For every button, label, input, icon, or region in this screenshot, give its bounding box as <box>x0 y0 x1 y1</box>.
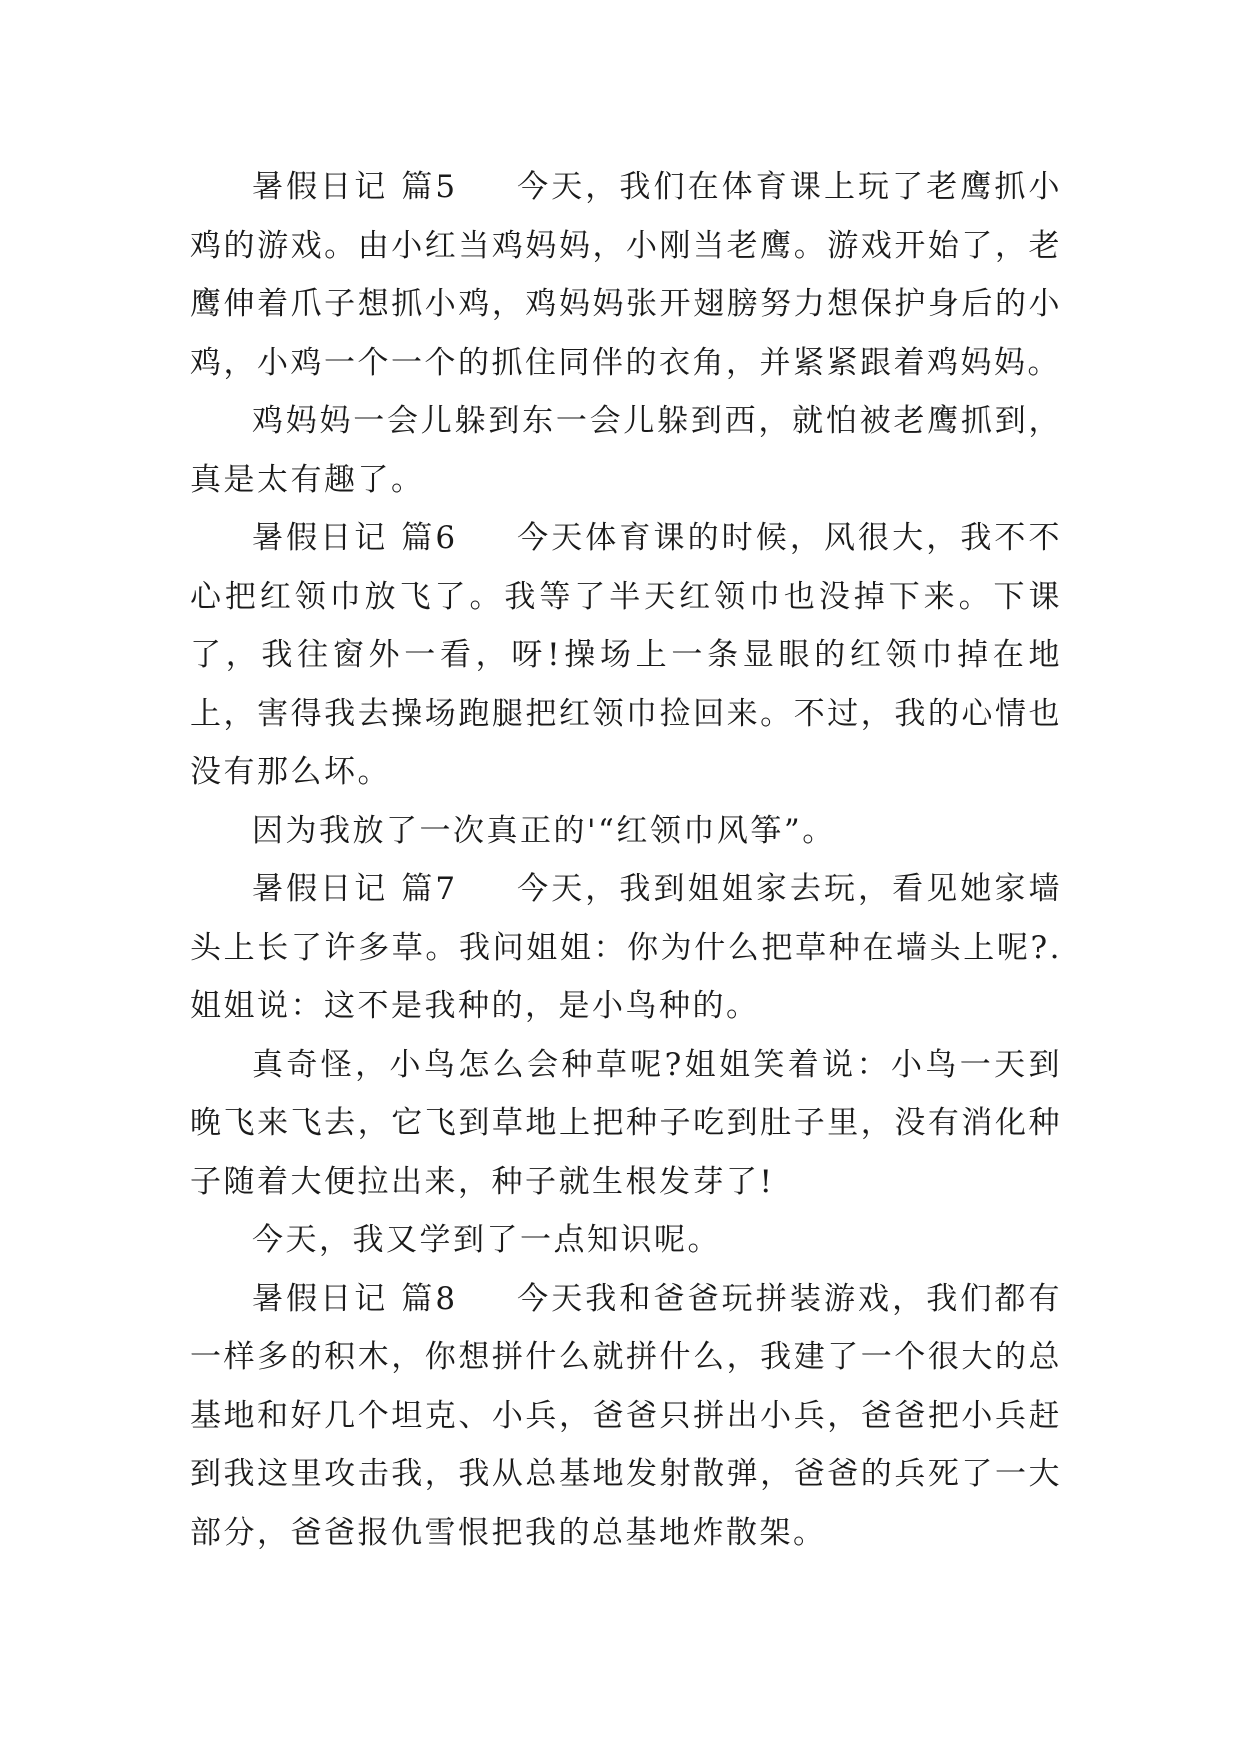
paragraph-6 <box>190 1036 1062 1212</box>
paragraph-7 <box>190 1211 1062 1270</box>
entry-title-5: 暑假日记 篇5 <box>252 169 458 205</box>
paragraph-2 <box>190 392 1062 509</box>
paragraph-8 <box>190 1270 1062 1563</box>
paragraph-text: 今天，我又学到了一点知识呢。 <box>252 1222 721 1258</box>
paragraph-text: 真奇怪，小鸟怎么会种草呢?姐姐笑着说：小鸟一天到晚飞来飞去，它飞到草地上把种子吃到肚子里，没有消化种子随着大便拉出来，种子就生根发芽了! <box>190 1046 1062 1200</box>
paragraph-5 <box>190 860 1062 1036</box>
paragraph-text: 今天，我到姐姐家去玩，看见她家墙头上长了许多草。我问姐姐：你为什么把草种在墙头上呢?.姐姐说：这不是我种的，是小鸟种的。 <box>190 871 1063 1024</box>
paragraph-3 <box>190 509 1062 802</box>
paragraph-text: 因为我放了一次真正的'“红领巾风筝”。 <box>252 812 836 849</box>
entry-title-6: 暑假日记 篇6 <box>252 520 458 556</box>
paragraph-4 <box>190 802 1062 861</box>
paragraph-text: 今天，我们在体育课上玩了老鹰抓小鸡的游戏。由小红当鸡妈妈，小刚当老鹰。游戏开始了，老鹰伸着爪子想抓小鸡，鸡妈妈张开翅膀努力想保护身后的小鸡，小鸡一个一个的抓住同伴的衣角，并紧紧跟着鸡妈妈。 <box>190 169 1063 381</box>
paragraph-text: 鸡妈妈一会儿躲到东一会儿躲到西，就怕被老鹰抓到，真是太有趣了。 <box>190 403 1062 498</box>
paragraph-text: 今天体育课的时候，风很大，我不不心把红领巾放飞了。我等了半天红领巾也没掉下来。下课了，我往窗外一看，呀!操场上一条显眼的红领巾掉在地上，害得我去操场跑腿把红领巾捡回来。不过，我的心情也没有那么坏。 <box>190 520 1063 790</box>
document-body <box>190 158 1062 1562</box>
entry-title-7: 暑假日记 篇7 <box>252 871 458 907</box>
paragraph-1 <box>190 158 1062 392</box>
paragraph-text: 今天我和爸爸玩拼装游戏，我们都有一样多的积木，你想拼什么就拼什么，我建了一个很大的总基地和好几个坦克、小兵，爸爸只拼出小兵，爸爸把小兵赶到我这里攻击我，我从总基地发射散弹，爸爸的兵死了一大部分，爸爸报仇雪恨把我的总基地炸散架。 <box>190 1280 1063 1551</box>
entry-title-8: 暑假日记 篇8 <box>252 1280 458 1317</box>
